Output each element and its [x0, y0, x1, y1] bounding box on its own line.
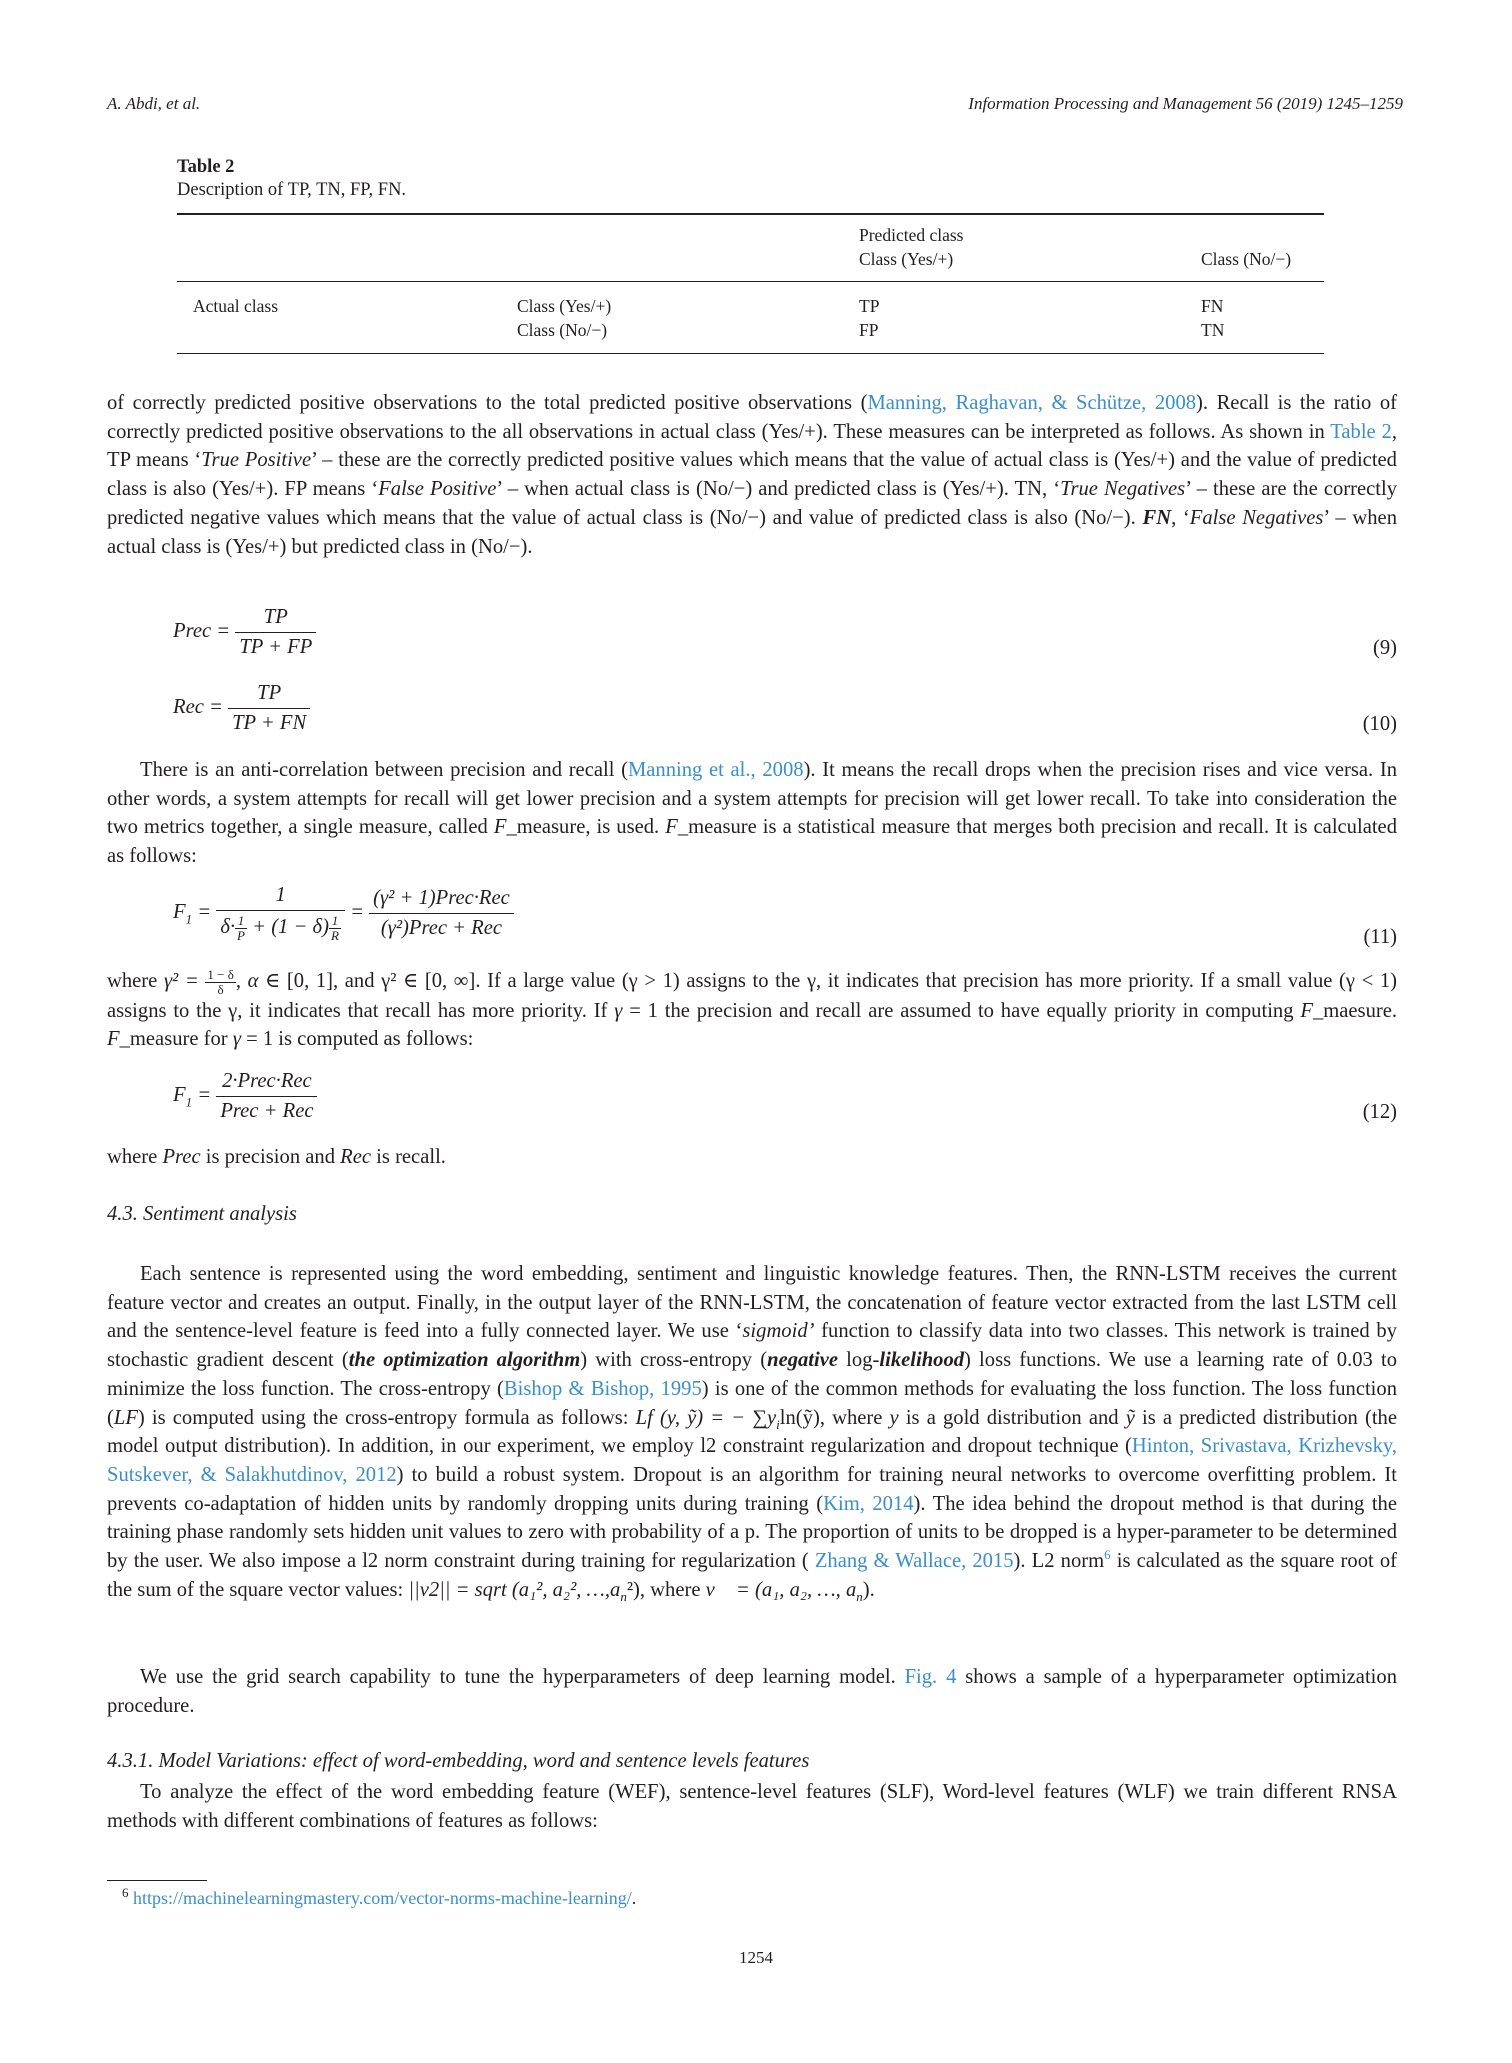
equation-number-12: (12)	[1362, 1101, 1397, 1123]
citation-link[interactable]: Manning, Raghavan, & Schütze, 2008	[867, 392, 1197, 414]
citation-link[interactable]: Hinton, Srivastava, Krizhevsky, Sutskever, & Salakhutdinov, 2012	[107, 1435, 1397, 1486]
predicted-class-heading: Predicted class	[859, 224, 964, 245]
fraction: $\frac{TP}{TP + FN}$	[228, 682, 310, 735]
fraction: $\frac{TP}{TP + FP}$	[235, 606, 316, 659]
equation-10: Rec = $\frac{TP}{TP + FN}$	[173, 682, 310, 735]
section-heading-4-3-1: 4.3.1. Model Variations: effect of word-embedding, word and sentence levels features	[107, 1750, 810, 1772]
fraction: 1 δ· $\frac{1}{P}$ + (1 − δ) $\frac{1}{R}$	[216, 884, 345, 943]
page-number: 1254	[739, 1948, 773, 1967]
fraction: $\frac{\text{(γ² + 1)Prec·Rec}}{\text{(γ²)Prec + Rec}}$	[369, 887, 514, 940]
paragraph-grid-search: We use the grid search capability to tune the hyperparameters of deep learning model. Fig. 4 shows a sample of a hyperparameter optimization procedure.	[107, 1666, 1397, 1717]
running-header-authors: A. Abdi, et al.	[107, 94, 201, 113]
table-header-row-2	[177, 249, 1324, 273]
figure-4-link[interactable]: Fig. 4	[904, 1666, 957, 1688]
paragraph-sentiment-analysis: Each sentence is represented using the word embedding, sentiment and linguistic knowledge features. Then, the RNN-LSTM receives the current feature vector and creates an output. Finally, in the output layer of the RNN-LSTM, the concatenation of feature vector extracted from the last LSTM cell and the sentence-level feature is feed into a fully connected layer. We use ‘sigmoid’ function to classify data into two classes. This network is trained by stochastic gradient descent (the optimization algorithm) with cross-entropy (negative log-likelihood) loss functions. We use a learning rate of 0.03 to minimize the loss function. The cross-entropy (Bishop & Bishop, 1995) is one of the common methods for evaluating the loss function. The loss function (LF) is computed using the cross-entropy formula as follows: Lf (y, ỹ) = − $\sum y_i\ln(ỹ)$, where y is a gold distribution and ỹ is a predicted distribution (the model output distribution). In addition, in our experiment, we employ l2 constraint regularization and dropout technique (Hinton, Srivastava, Krizhevsky, Sutskever, & Salakhutdinov, 2012) to build a robust system. Dropout is an algorithm for training neural networks to overcome overfitting problem. It prevents co-adaptation of hidden units by randomly dropping units during training (Kim, 2014). The idea behind the dropout method is that during the training phase randomly sets hidden unit values to zero with probability of a p. The proportion of units to be dropped is a hyper-parameter to be determined by the user. We also impose a l2 norm constraint during training for regularization ( Zhang & Wallace, 2015). L2 norm$^6$ is calculated as the square root of the sum of the square vector values: ||v2|| = sqrt (a₁², a₂², $\dots,a_n^2$), where v⃗ = (a₁, a₂, …, $a_n$).	[107, 1263, 1398, 1604]
table-header-row-1	[177, 225, 1324, 249]
footnote-rule	[107, 1880, 207, 1881]
table-row	[177, 296, 1324, 320]
table-2-link[interactable]: Table 2	[1330, 420, 1392, 443]
paragraph-f-measure: There is an anti-correlation between precision and recall (Manning et al., 2008). It means the recall drops when the precision rises and vice versa. In other words, a system attempts for recall will get lower precision and a system attempts for precision will get lower recall. To take into consideration the two metrics together, a single measure, called F_measure, is used. F_measure is a statistical measure that merges both precision and recall. It is calculated as follows:	[107, 759, 1398, 868]
cell-tp: TP	[859, 295, 880, 316]
col-no-heading: Class (No/−)	[1201, 248, 1292, 269]
paragraph-where-prec: where Prec is precision and Rec is recall.	[107, 1146, 446, 1168]
equation-12: $F_1$ = $\frac{\text{2·Prec·Rec}}{\text{Prec + Rec}}$	[173, 1070, 317, 1123]
actual-class-label: Actual class	[193, 295, 279, 316]
cell-tn: TN	[1201, 319, 1225, 340]
paragraph-gamma: where γ² = $\frac{1 - \delta}{\delta}$ , α ∈ [0, 1], and γ² ∈ [0, ∞]. If a large value (γ > 1) assigns to the γ, it indicates that precision has more priority. If a small value (γ < 1) assigns to the γ, it indicates that recall has more priority. If γ = 1 the precision and recall are assumed to have equally priority in computing F_maesure. F_measure for γ = 1 is computed as follows:	[107, 966, 1398, 1051]
row-yes-label: Class (Yes/+)	[517, 295, 612, 316]
table-bottom-rule	[177, 353, 1324, 355]
table-row	[177, 320, 1324, 344]
col-yes-heading: Class (Yes/+)	[859, 248, 954, 269]
citation-link[interactable]: Manning et al., 2008	[627, 759, 804, 781]
table-2	[177, 156, 1324, 354]
fraction: $\frac{\text{2·Prec·Rec}}{\text{Prec + Rec}}$	[216, 1070, 317, 1123]
equation-number-9: (9)	[1372, 637, 1397, 659]
footnote: $^6$ https://machinelearningmastery.com/vector-norms-machine-learning/.	[122, 1885, 637, 1908]
cell-fn: FN	[1201, 295, 1224, 316]
table-caption: Description of TP, TN, FP, FN.	[177, 180, 407, 200]
cell-fp: FP	[859, 319, 879, 340]
citation-link[interactable]: Kim, 2014	[823, 1492, 914, 1515]
running-header-journal: Information Processing and Management 56 (2019) 1245–1259	[968, 94, 1403, 113]
paragraph-model-variations: To analyze the effect of the word embedding feature (WEF), sentence-level features (SLF), Word-level features (WLF) we train different RNSA methods with different combinations of features as follows:	[107, 1781, 1397, 1832]
footnote-url-link[interactable]: https://machinelearningmastery.com/vector-norms-machine-learning/	[133, 1888, 632, 1908]
equation-9: Prec = $\frac{TP}{TP + FP}$	[173, 606, 316, 659]
equation-number-10: (10)	[1362, 713, 1397, 735]
section-heading-4-3: 4.3. Sentiment analysis	[107, 1203, 297, 1225]
citation-link[interactable]: Bishop & Bishop, 1995	[503, 1377, 702, 1400]
citation-link[interactable]: Zhang & Wallace, 2015	[814, 1550, 1014, 1573]
row-no-label: Class (No/−)	[517, 319, 608, 340]
paragraph-precision-recall: of correctly predicted positive observations to the total predicted positive observations (Manning, Raghavan, & Schütze, 2008). Recall is the ratio of correctly predicted positive observations to the all observations in actual class (Yes/+). These measures can be interpreted as follows. As shown in Table 2, TP means ‘True Positive’ – these are the correctly predicted positive values which means that the value of actual class is (Yes/+) and the value of predicted class is also (Yes/+). FP means ‘False Positive’ – when actual class is (No/−) and predicted class is (Yes/+). TN, ‘True Negatives’ – these are the correctly predicted negative values which means that the value of actual class is (No/−) and value of predicted class is also (No/−). FN, ‘False Negatives’ – when actual class is (Yes/+) but predicted class in (No/−).	[107, 392, 1398, 558]
footnote-marker-link[interactable]: 6	[1104, 1547, 1111, 1563]
equation-11: $F_1$ = 1 δ· $\frac{1}{P}$ + (1 − δ) $\frac{1}{R}$ = $\frac{\text{(γ² + 1)Prec·Rec}}{\text{(γ²)Prec + Rec}}$	[173, 884, 514, 943]
equation-number-11: (11)	[1363, 926, 1397, 948]
table-label: Table 2	[177, 157, 235, 177]
